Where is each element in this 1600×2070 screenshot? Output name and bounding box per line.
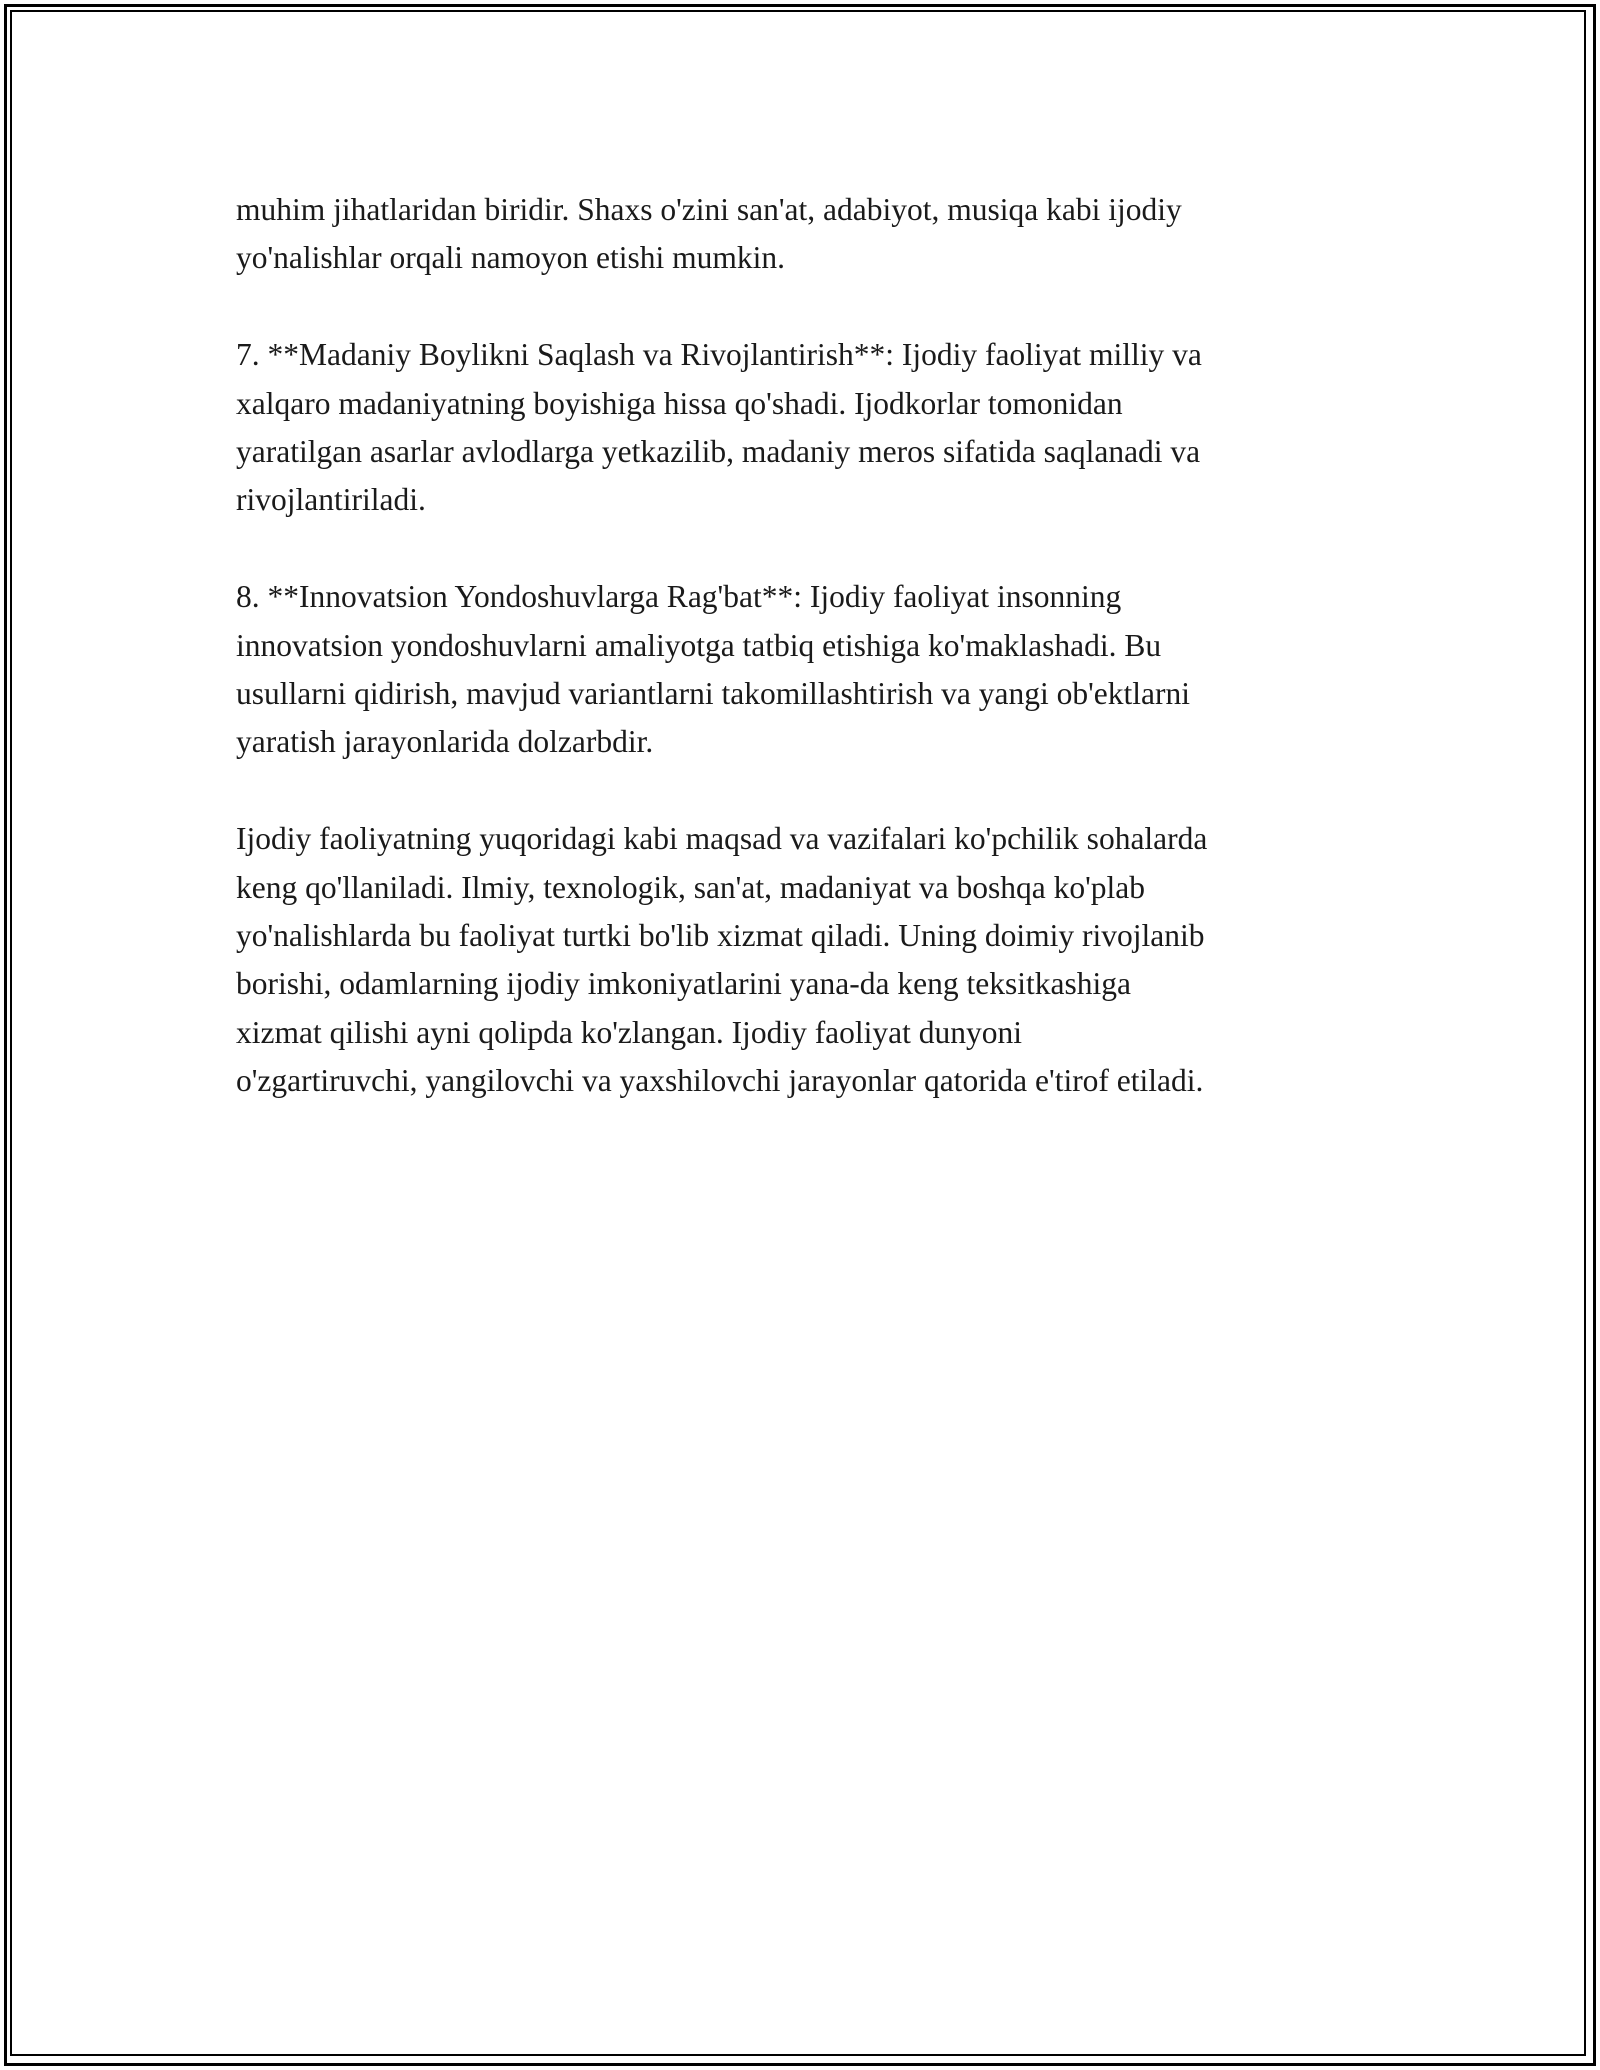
paragraph-conclusion <box>236 815 1376 1105</box>
text-line: yo'nalishlarda bu faoliyat turtki bo'lib xizmat qiladi. Uning doimiy rivojlanib <box>236 918 1205 954</box>
paragraph-item-8 <box>236 573 1376 767</box>
text-line: muhim jihatlaridan biridir. Shaxs o'zini san'at, adabiyot, musiqa kabi ijodiy <box>236 192 1182 227</box>
paragraph-item-7 <box>236 331 1376 525</box>
paragraph-continuation <box>236 186 1376 283</box>
text-line: keng qo'llaniladi. Ilmiy, texnologik, san'at, madaniyat va boshqa ko'plab <box>236 869 1146 905</box>
document-body <box>236 186 1376 1154</box>
text-line: o'zgartiruvchi, yangilovchi va yaxshilovchi jarayonlar qatorida e'tirof etiladi. <box>236 1063 1204 1099</box>
text-line: innovatsion yondoshuvlarni amaliyotga tatbiq etishiga ko'maklashadi. Bu <box>236 627 1162 663</box>
text-line: borishi, odamlarning ijodiy imkoniyatlarini yana-da keng teksitkashiga <box>236 966 1131 1002</box>
text-line: xalqaro madaniyatning boyishiga hissa qo'shadi. Ijodkorlar tomonidan <box>236 385 1123 421</box>
text-line: yaratish jarayonlarida dolzarbdir. <box>236 724 654 760</box>
text-line: 8. **Innovatsion Yondoshuvlarga Rag'bat**: Ijodiy faoliyat insonning <box>236 579 1122 615</box>
text-line: 7. **Madaniy Boylikni Saqlash va Rivojlantirish**: Ijodiy faoliyat milliy va <box>236 337 1202 373</box>
text-line: usullarni qidirish, mavjud variantlarni takomillashtirish va yangi ob'ektlarni <box>236 676 1190 712</box>
text-line: xizmat qilishi ayni qolipda ko'zlangan. Ijodiy faoliyat dunyoni <box>236 1014 1023 1050</box>
text-line: yaratilgan asarlar avlodlarga yetkazilib, madaniy meros sifatida saqlanadi va <box>236 434 1201 470</box>
text-line: Ijodiy faoliyatning yuqoridagi kabi maqsad va vazifalari ko'pchilik sohalarda <box>236 821 1208 857</box>
text-line: rivojlantiriladi. <box>236 482 426 518</box>
text-line: yo'nalishlar orqali namoyon etishi mumkin. <box>236 240 785 276</box>
